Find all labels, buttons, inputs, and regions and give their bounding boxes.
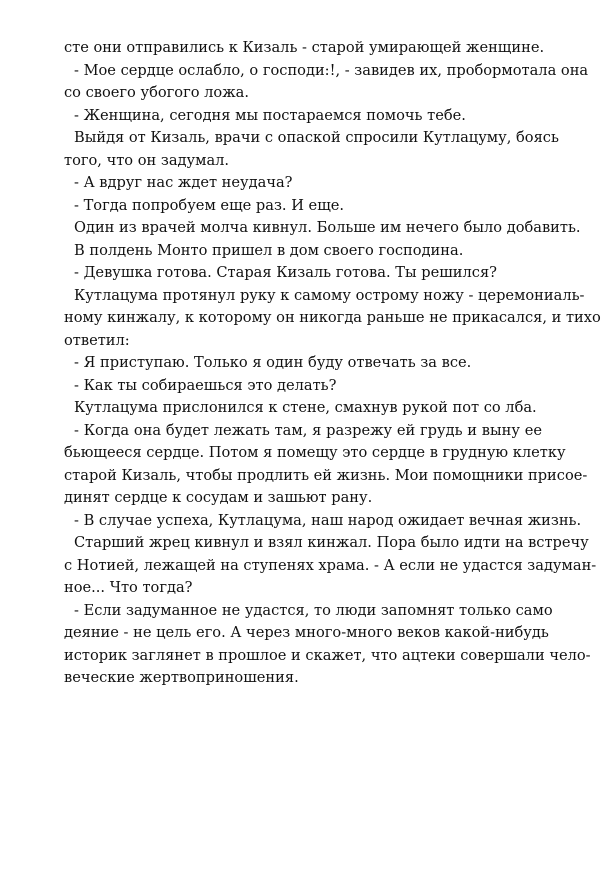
text-line: историк заглянет в прошлое и скажет, что ацтеки совершали чело- xyxy=(64,646,591,664)
text-line: ному кинжалу, к которому он никогда раньше не прикасался, и тихо xyxy=(64,309,601,326)
text-line: с Нотией, лежащей на ступенях храма. - А если не удастся задуман- xyxy=(64,556,597,574)
text-line: бьющееся сердце. Потом я помещу это сердце в грудную клетку xyxy=(64,444,566,461)
text-line: - Мое сердце ослабло, о господи:!, - завидев их, пробормотала она xyxy=(74,61,589,79)
text-line: - Девушка готова. Старая Кизаль готова. Ты решился? xyxy=(74,264,497,281)
text-line: деяние - не цель его. А через много-много веков какой-нибудь xyxy=(64,624,549,641)
text-line: веческие жертвоприношения. xyxy=(64,669,299,686)
text-line: - Женщина, сегодня мы постараемся помочь тебе. xyxy=(74,106,466,124)
text-line: Один из врачей молча кивнул. Больше им нечего было добавить. xyxy=(74,219,581,236)
text-line: - В случае успеха, Кутлацума, наш народ ожидает вечная жизнь. xyxy=(74,511,582,529)
text-line: В полдень Монто пришел в дом своего господина. xyxy=(74,241,464,259)
text-line: - Если задуманное не удастся, то люди запомнят только само xyxy=(74,601,553,619)
text-line: ное... Что тогда? xyxy=(64,579,193,596)
text-line: Выйдя от Кизаль, врачи с опаской спросили Кутлацуму, боясь xyxy=(74,129,559,146)
text-line: со своего убогого ложа. xyxy=(64,84,249,101)
text-line: сте они отправились к Кизаль - старой умирающей женщине. xyxy=(64,39,545,56)
text-line: динят сердце к сосудам и зашьют рану. xyxy=(64,489,373,506)
text-line: того, что он задумал. xyxy=(64,151,230,169)
text-line: - Тогда попробуем еще раз. И еще. xyxy=(74,196,345,214)
text-line: Кутлацума прислонился к стене, смахнув рукой пот со лба. xyxy=(74,399,537,416)
text-line: - Как ты собираешься это делать? xyxy=(74,376,337,394)
text-line: Старший жрец кивнул и взял кинжал. Пора было идти на встречу xyxy=(74,534,589,551)
text-line: Кутлацума протянул руку к самому острому ножу - церемониаль- xyxy=(74,286,585,304)
text-line: старой Кизаль, чтобы продлить ей жизнь. Мои помощники присое- xyxy=(64,466,588,484)
book-page-text xyxy=(64,37,601,690)
text-line: ответил: xyxy=(64,331,130,349)
text-line: - Когда она будет лежать там, я разрежу ей грудь и выну ее xyxy=(74,421,542,439)
text-line: - Я приступаю. Только я один буду отвечать за все. xyxy=(74,354,472,371)
text-line: - А вдруг нас ждет неудача? xyxy=(74,174,293,191)
